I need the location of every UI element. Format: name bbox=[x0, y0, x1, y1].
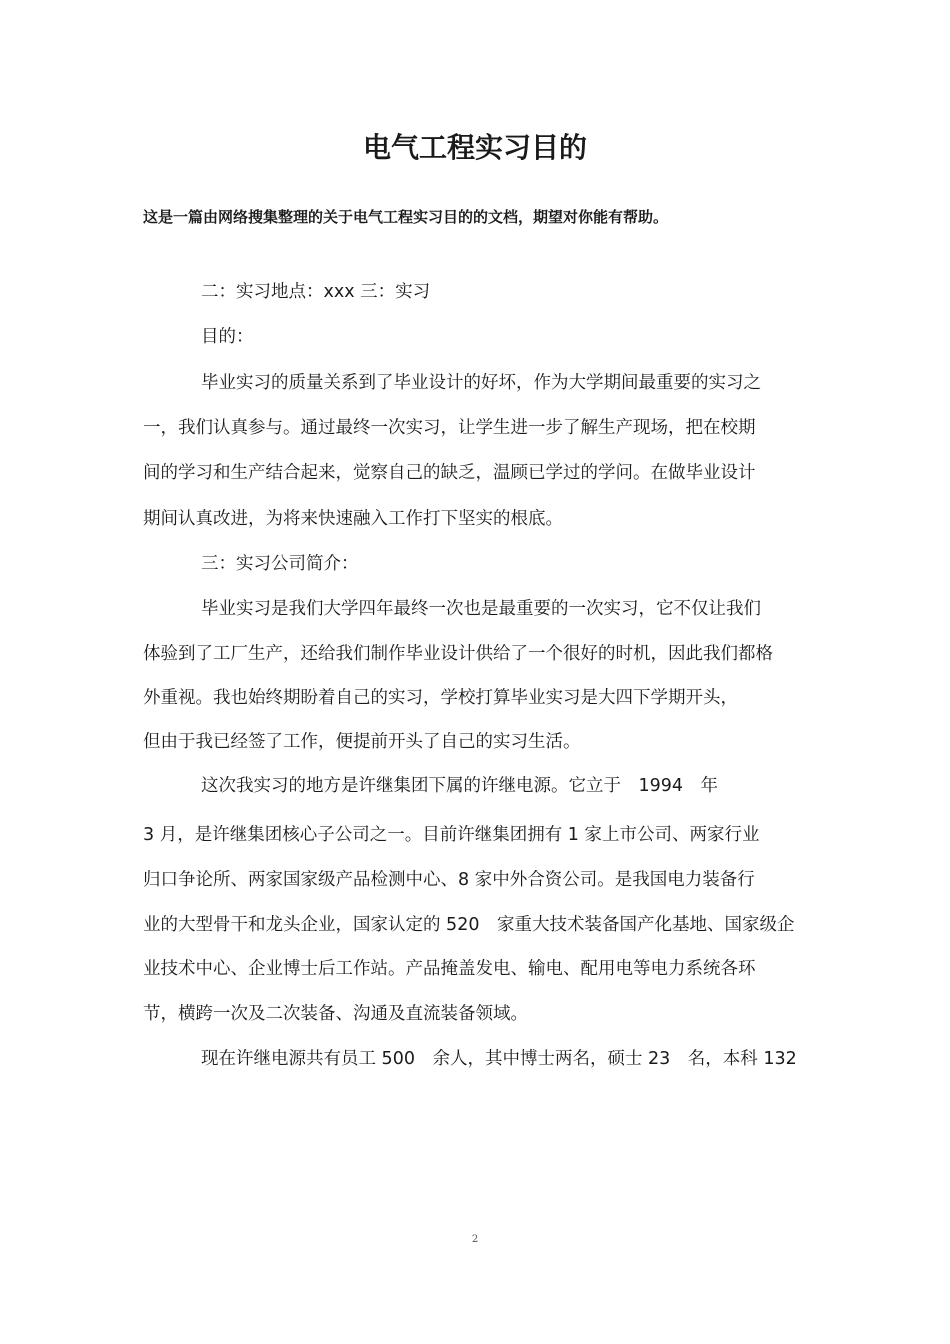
text-line: 现在许继电源共有员工 500 余人，其中博士两名，硕士 23 名，本科 132 bbox=[201, 1049, 797, 1069]
text-line: 体验到了工厂生产，还给我们制作毕业设计供给了一个很好的时机，因此我们都格 bbox=[143, 644, 773, 664]
text-line: 毕业实习是我们大学四年最终一次也是最重要的一次实习，它不仅让我们 bbox=[201, 599, 761, 619]
text-line: 归口争论所、两家国家级产品检测中心、8 家中外合资公司。是我国电力装备行 bbox=[143, 870, 755, 890]
text-line: 外重视。我也始终期盼着自己的实习，学校打算毕业实习是大四下学期开头， bbox=[143, 688, 738, 708]
text-line: 间的学习和生产结合起来，觉察自己的缺乏，温顾已学过的学问。在做毕业设计 bbox=[143, 463, 756, 483]
document-title: 电气工程实习目的 bbox=[362, 131, 587, 164]
text-line: 这次我实习的地方是许继集团下属的许继电源。它立于 1994 年 bbox=[201, 776, 719, 796]
text-line: 二：实习地点：xxx 三：实习 bbox=[201, 282, 431, 302]
text-line: 但由于我已经签了工作，便提前开头了自己的实习生活。 bbox=[143, 732, 581, 752]
text-line: 一，我们认真参与。通过最终一次实习，让学生进一步了解生产现场，把在校期 bbox=[143, 418, 756, 438]
text-line: 期间认真改进，为将来快速融入工作打下坚实的根底。 bbox=[143, 509, 563, 529]
text-line: 三：实习公司简介： bbox=[201, 554, 359, 574]
text-line: 业的大型骨干和龙头企业，国家认定的 520 家重大技术装备国产化基地、国家级企 bbox=[143, 915, 795, 935]
text-line: 节，横跨一次及二次装备、沟通及直流装备领域。 bbox=[143, 1004, 528, 1024]
text-line: 业技术中心、企业博士后工作站。产品掩盖发电、输电、配用电等电力系统各环 bbox=[143, 959, 756, 979]
document-intro: 这是一篇由网络搜集整理的关于电气工程实习目的的文档，期望对你能有帮助。 bbox=[143, 208, 669, 226]
text-line: 3 月，是许继集团核心子公司之一。目前许继集团拥有 1 家上市公司、两家行业 bbox=[143, 825, 760, 845]
text-line: 毕业实习的质量关系到了毕业设计的好坏，作为大学期间最重要的实习之 bbox=[201, 373, 761, 393]
text-line: 目的： bbox=[201, 327, 254, 347]
page-number: 2 bbox=[471, 1234, 479, 1245]
